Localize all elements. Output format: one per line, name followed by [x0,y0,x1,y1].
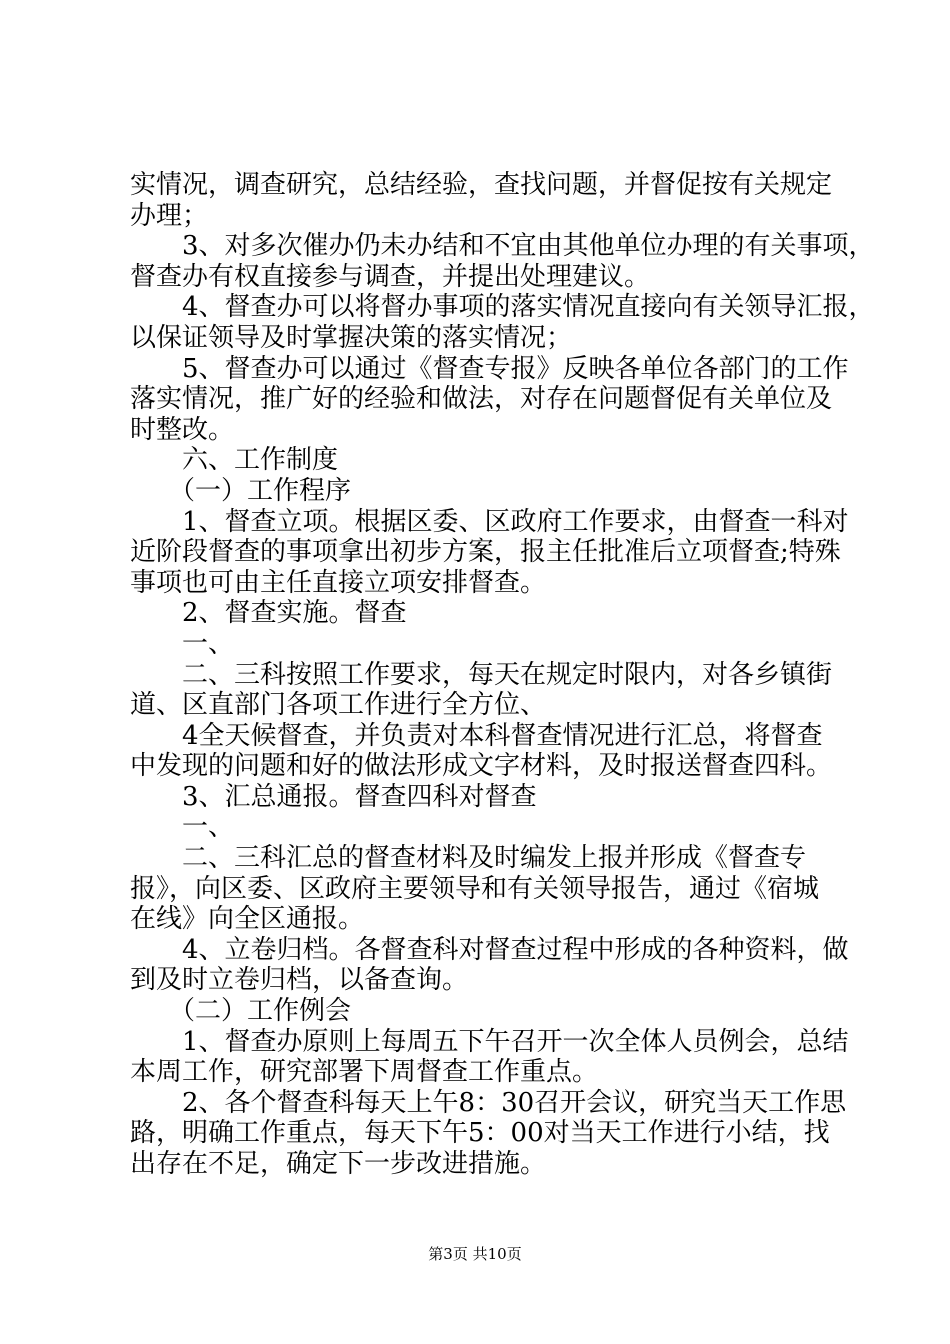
text-line: 到及时立卷归档，以备查询。 [130,965,469,996]
text-line: 办理； [130,200,209,231]
text-line: 一、 [130,812,235,843]
text-line: 实情况，调查研究，总结经验，查找问题，并督促按有关规定 [130,170,833,200]
page-number-footer: 第3页 共10页 [428,1245,522,1263]
text-line: 在线》向全区通报。 [130,904,365,935]
text-line: 中发现的问题和好的做法形成文字材料，及时报送督查四科。 [130,751,833,782]
text-line: 事项也可由主任直接立项安排督查。 [130,567,547,598]
text-line: 二、三科汇总的督查材料及时编发上报并形成《督查专 [130,843,807,874]
text-line: 5、督查办可以通过《督查专报》反映各单位各部门的工作 [130,353,849,384]
subsection-heading: （二）工作例会 [130,996,352,1027]
text-line: 3、对多次催办仍未办结和不宜由其他单位办理的有关事项， [130,231,875,262]
document-body [130,170,875,1180]
text-line: 一、 [130,628,235,659]
text-line: 4、督查办可以将督办事项的落实情况直接向有关领导汇报， [130,292,875,323]
text-line: 1、督查办原则上每周五下午召开一次全体人员例会，总结 [130,1026,849,1057]
text-line: 2、各个督查科每天上午8：30召开会议，研究当天工作思 [130,1087,847,1118]
text-line: 出存在不足，确定下一步改进措施。 [130,1149,547,1179]
text-line: 3、汇总通报。督查四科对督查 [130,781,537,812]
text-line: 落实情况，推广好的经验和做法，对存在问题督促有关单位及 [130,384,833,415]
text-line: 时整改。 [130,414,235,445]
text-line: 近阶段督查的事项拿出初步方案，报主任批准后立项督查;特殊 [130,537,841,568]
text-line: 督查办有权直接参与调查，并提出处理建议。 [130,261,651,292]
text-line: 本周工作，研究部署下周督查工作重点。 [130,1057,599,1088]
text-line: 4、立卷归档。各督查科对督查过程中形成的各种资料，做 [130,934,849,965]
text-line: 路，明确工作重点，每天下午5：00对当天工作进行小结，找 [130,1118,830,1149]
section-heading: 六、工作制度 [130,445,339,476]
text-line: 1、督查立项。根据区委、区政府工作要求，由督查一科对 [130,506,849,537]
text-line: 4全天候督查，并负责对本科督查情况进行汇总，将督查 [130,720,823,751]
text-line: 2、督查实施。督查 [130,598,407,629]
text-line: 以保证领导及时掌握决策的落实情况； [130,322,573,353]
text-line: 报》，向区委、区政府主要领导和有关领导报告，通过《宿城 [130,873,820,904]
subsection-heading: （一）工作程序 [130,475,352,506]
text-line: 二、三科按照工作要求，每天在规定时限内，对各乡镇街 [130,659,833,690]
text-line: 道、区直部门各项工作进行全方位、 [130,690,547,721]
